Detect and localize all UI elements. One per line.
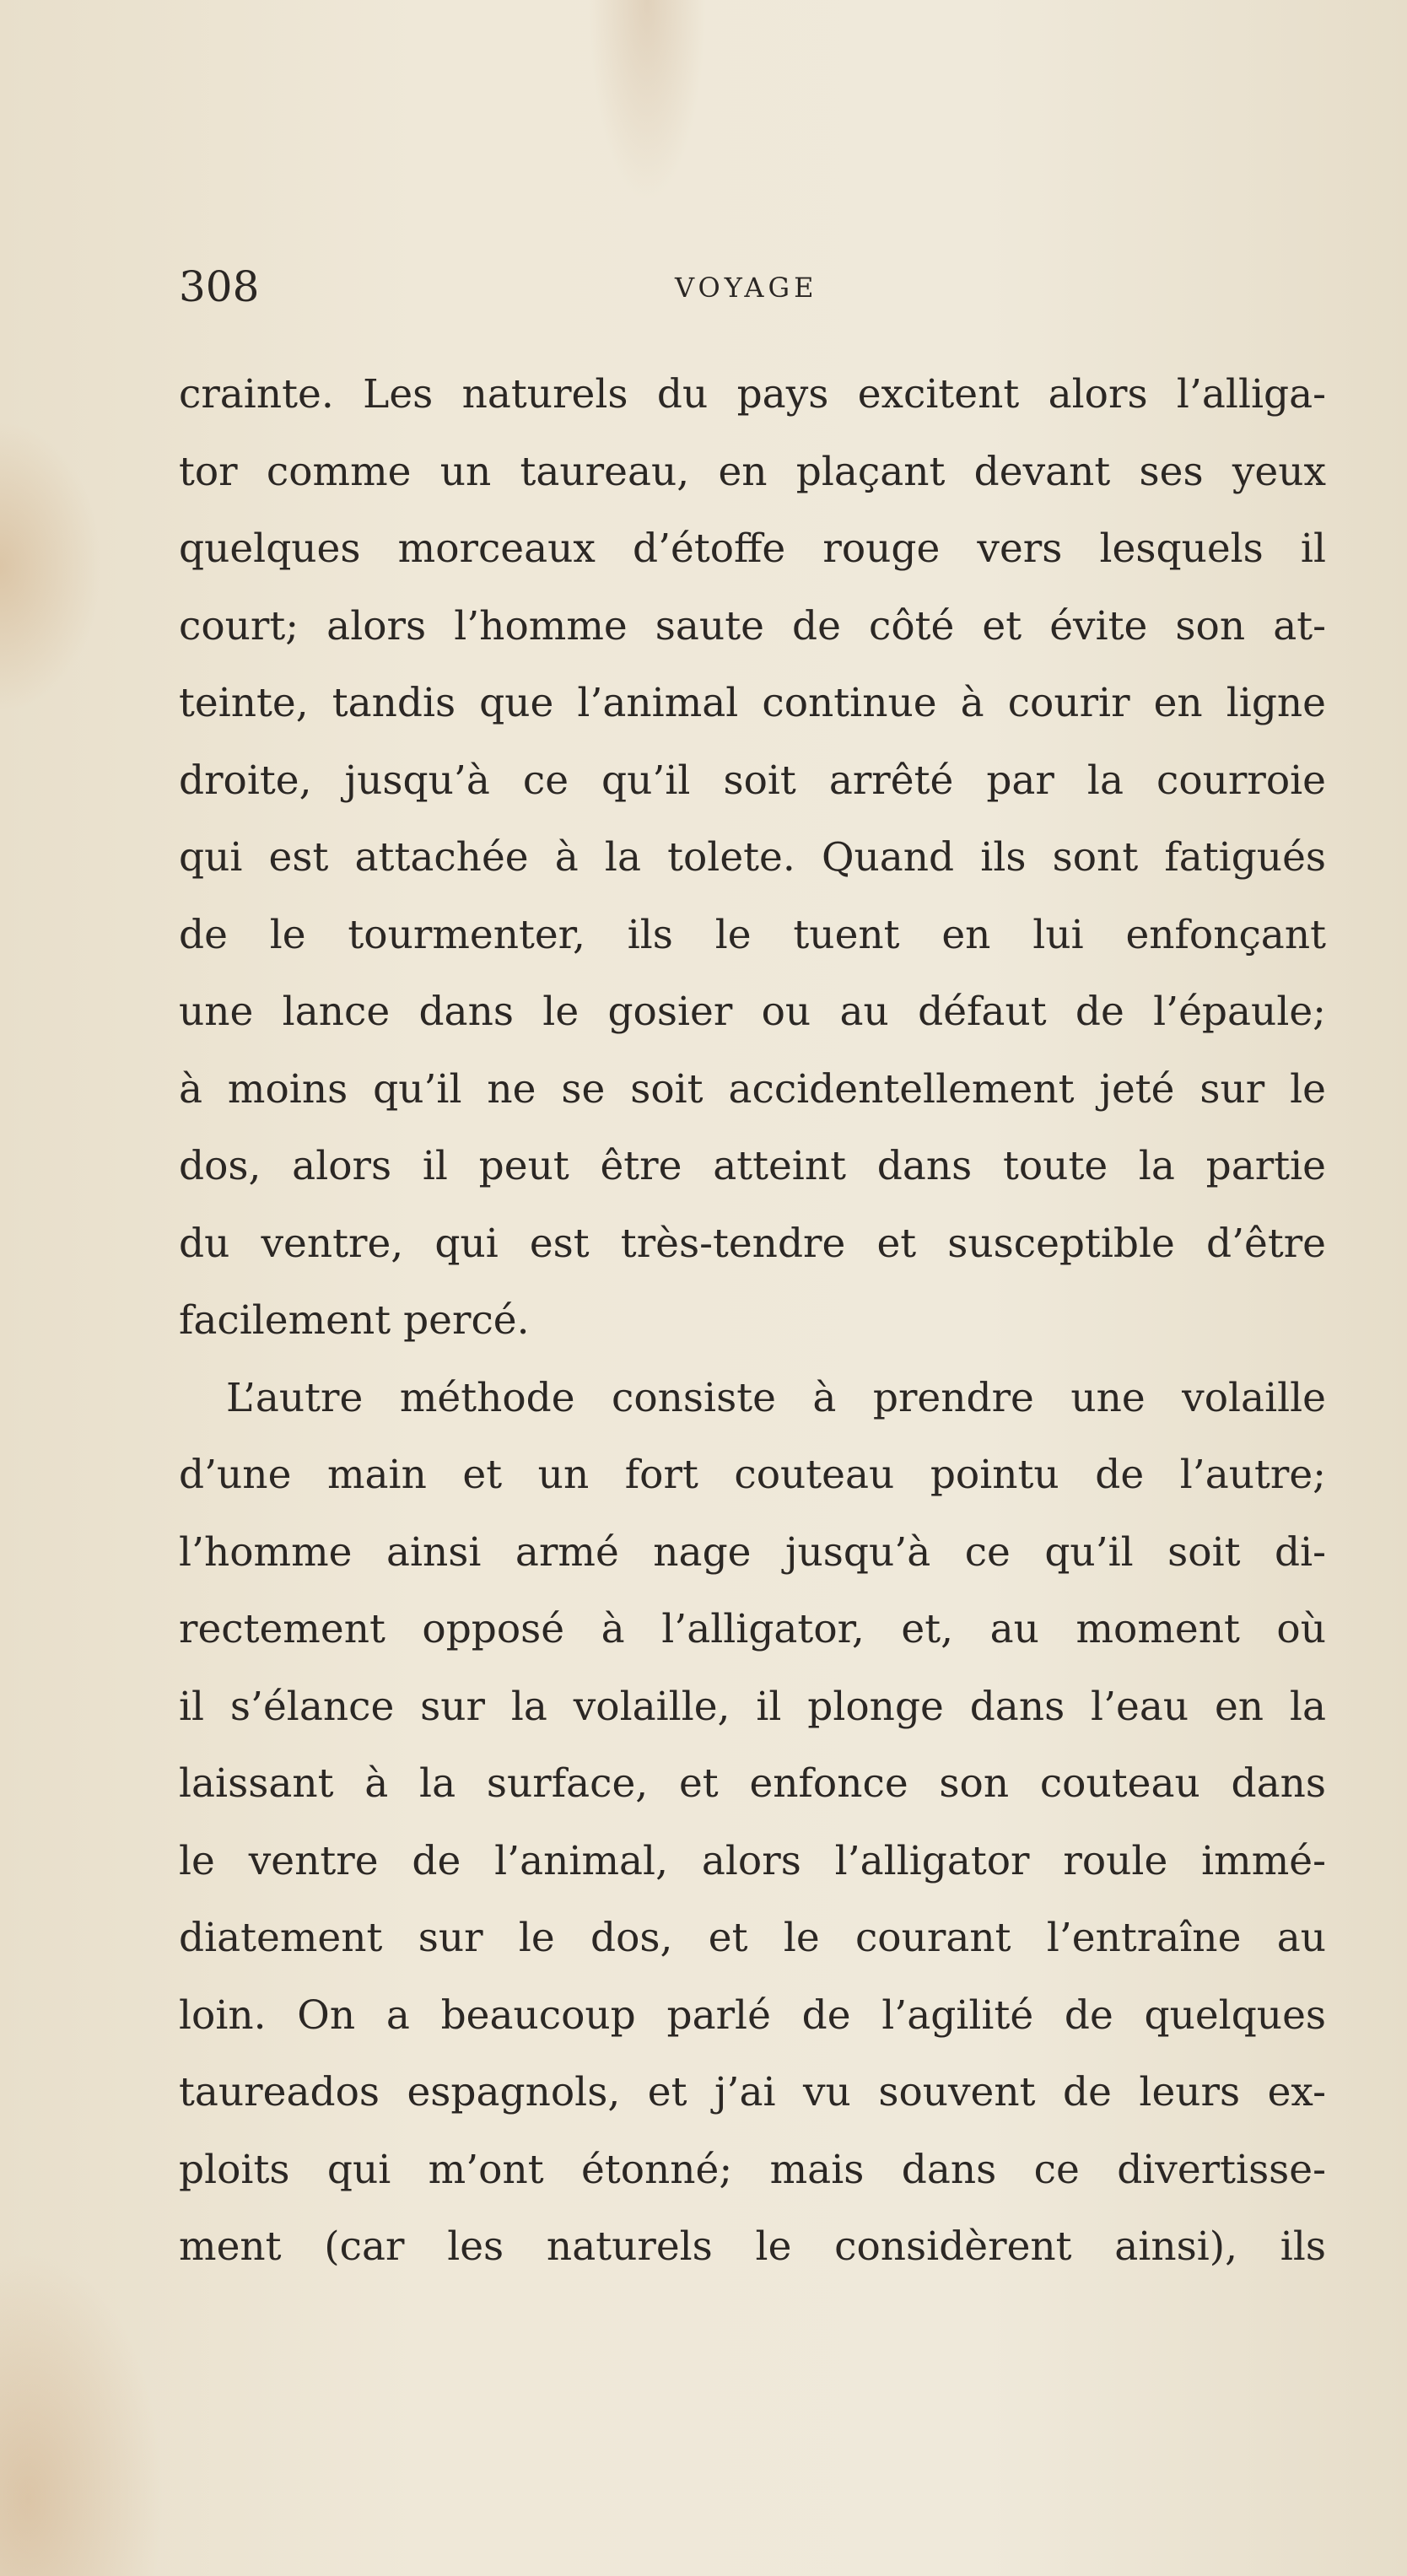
text-line: ploits qui m’ont étonné; mais dans ce divertisse- bbox=[179, 2146, 1326, 2193]
text-line: ment (car les naturels le considèrent ainsi), ils bbox=[179, 2223, 1326, 2270]
text-line: loin. On a beaucoup parlé de l’agilité de quelques bbox=[179, 1991, 1326, 2039]
page-number: 308 bbox=[179, 262, 260, 311]
text-line: taureados espagnols, et j’ai vu souvent de leurs ex- bbox=[179, 2069, 1326, 2115]
paragraph-start-line: L’autre méthode consiste à prendre une volaille bbox=[226, 1374, 1326, 1421]
text-line: du ventre, qui est très-tendre et susceptible d’être bbox=[179, 1220, 1326, 1267]
text-line: qui est attachée à la tolete. Quand ils sont fatigués bbox=[179, 834, 1326, 881]
text-line: une lance dans le gosier ou au défaut de l’épaule; bbox=[179, 989, 1326, 1035]
text-line: rectement opposé à l’alligator, et, au moment où bbox=[179, 1606, 1326, 1652]
body-text bbox=[179, 356, 1326, 2286]
text-line: le ventre de l’animal, alors l’alligator roule immé- bbox=[179, 1837, 1326, 1884]
text-line: diatement sur le dos, et le courant l’entraîne au bbox=[179, 1915, 1326, 1961]
text-line: l’homme ainsi armé nage jusqu’à ce qu’il soit di- bbox=[179, 1528, 1326, 1576]
text-line: court; alors l’homme saute de côté et évite son at- bbox=[179, 602, 1326, 649]
text-line: il s’élance sur la volaille, il plonge dans l’eau en la bbox=[179, 1683, 1326, 1730]
text-line: droite, jusqu’à ce qu’il soit arrêté par la courroie bbox=[179, 757, 1326, 804]
running-head bbox=[179, 261, 1326, 312]
text-line: crainte. Les naturels du pays excitent alors l’alliga- bbox=[179, 371, 1326, 418]
paragraph-end-line: facilement percé. bbox=[179, 1297, 530, 1344]
text-line: laissant à la surface, et enfonce son couteau dans bbox=[179, 1760, 1326, 1807]
text-line: tor comme un taureau, en plaçant devant ses yeux bbox=[179, 448, 1326, 495]
text-line: de le tourmenter, ils le tuent en lui enfonçant bbox=[179, 911, 1326, 958]
running-title: VOYAGE bbox=[675, 272, 818, 304]
text-line: quelques morceaux d’étoffe rouge vers lesquels il bbox=[179, 525, 1326, 572]
text-line: à moins qu’il ne se soit accidentellement jeté sur le bbox=[179, 1065, 1326, 1113]
text-line: teinte, tandis que l’animal continue à courir en ligne bbox=[179, 680, 1326, 726]
text-line: dos, alors il peut être atteint dans toute la partie bbox=[179, 1143, 1326, 1189]
text-line: d’une main et un fort couteau pointu de l’autre; bbox=[179, 1452, 1326, 1498]
